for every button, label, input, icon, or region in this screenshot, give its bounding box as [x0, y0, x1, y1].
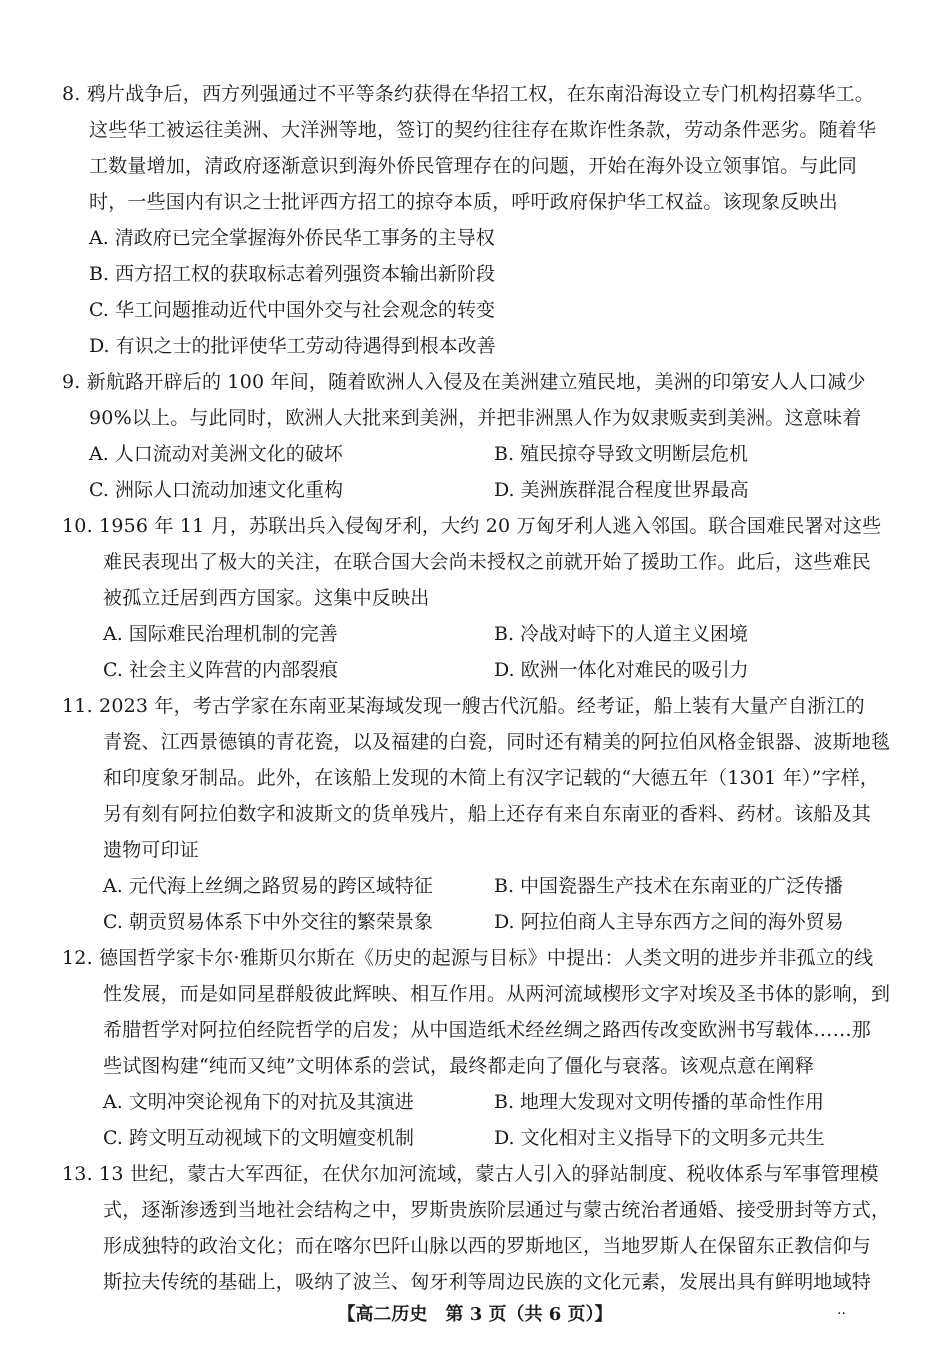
q9-line-1: 9. 新航路开辟后的 100 年间，随着欧洲人入侵及在美洲建立殖民地，美洲的印第安人人口减少 — [62, 371, 866, 393]
q9-line-2: 90%以上。与此同时，欧洲人大批来到美洲，并把非洲黑人作为奴隶贩卖到美洲。这意味着 — [89, 407, 862, 429]
q12-option-a: A. 文明冲突论视角下的对抗及其演进 — [103, 1091, 414, 1113]
q9-option-b: B. 殖民掠夺导致文明断层危机 — [494, 443, 749, 465]
q8-option-d: D. 有识之士的批评使华工劳动待遇得到根本改善 — [89, 335, 496, 357]
q13-line-1: 13. 13 世纪，蒙古大军西征，在伏尔加河流域，蒙古人引入的驿站制度、税收体系与军事管理模 — [62, 1163, 879, 1185]
q8-line-3: 工数量增加，清政府逐渐意识到海外侨民管理存在的问题，开始在海外设立领事馆。与此同 — [89, 155, 858, 177]
q9-option-c: C. 洲际人口流动加速文化重构 — [89, 479, 343, 501]
q11-line-2: 青瓷、江西景德镇的青花瓷，以及福建的白瓷，同时还有精美的阿拉伯风格金银器、波斯地毯 — [103, 731, 891, 753]
q10-line-2: 难民表现出了极大的关注，在联合国大会尚未授权之前就开始了援助工作。此后，这些难民 — [103, 551, 872, 573]
q8-option-c: C. 华工问题推动近代中国外交与社会观念的转变 — [89, 299, 495, 321]
q11-line-3: 和印度象牙制品。此外，在该船上发现的木简上有汉字记载的“大德五年（1301 年）”字样， — [103, 767, 880, 789]
q13-line-3: 形成独特的政治文化；而在喀尔巴阡山脉以西的罗斯地区，当地罗斯人在保留东正教信仰与 — [103, 1235, 872, 1257]
q9-option-a: A. 人口流动对美洲文化的破坏 — [89, 443, 343, 465]
q8-line-4: 时，一些国内有识之士批评西方招工的掠夺本质，呼吁政府保护华工权益。该现象反映出 — [89, 191, 838, 213]
q10-option-c: C. 社会主义阵营的内部裂痕 — [103, 659, 338, 681]
q8-option-a: A. 清政府已完全掌握海外侨民华工事务的主导权 — [89, 227, 495, 249]
q12-option-d: D. 文化相对主义指导下的文明多元共生 — [494, 1127, 825, 1149]
page-footer: 【高二历史 第 3 页（共 6 页）】 — [337, 1304, 613, 1325]
q11-option-b: B. 中国瓷器生产技术在东南亚的广泛传播 — [494, 875, 844, 897]
q13-line-2: 式，逐渐渗透到当地社会结构之中，罗斯贵族阶层通过与蒙古统治者通婚、接受册封等方式， — [103, 1199, 891, 1221]
q10-line-1: 10. 1956 年 11 月，苏联出兵入侵匈牙利，大约 20 万匈牙利人逃入邻国。联合国难民署对这些 — [62, 515, 882, 537]
q10-option-a: A. 国际难民治理机制的完善 — [103, 623, 338, 645]
q12-line-2: 性发展，而是如同星群般彼此辉映、相互作用。从两河流域楔形文字对埃及圣书体的影响，到 — [103, 983, 891, 1005]
q12-option-b: B. 地理大发现对文明传播的革命性作用 — [494, 1091, 825, 1113]
q11-option-c: C. 朝贡贸易体系下中外交往的繁荣景象 — [103, 911, 433, 933]
q12-line-1: 12. 德国哲学家卡尔·雅斯贝尔斯在《历史的起源与目标》中提出：人类文明的进步并非孤立的线 — [62, 947, 874, 969]
q8-line-1: 8. 鸦片战争后，西方列强通过不平等条约获得在华招工权，在东南沿海设立专门机构招募华工。 — [62, 83, 874, 105]
q12-option-c: C. 跨文明互动视域下的文明嬗变机制 — [103, 1127, 414, 1149]
q10-option-b: B. 冷战对峙下的人道主义困境 — [494, 623, 749, 645]
q8-line-2: 这些华工被运往美洲、大洋洲等地，签订的契约往往存在欺诈性条款，劳动条件恶劣。随着华 — [89, 119, 877, 141]
q12-line-3: 希腊哲学对阿拉伯经院哲学的启发；从中国造纸术经丝绸之路西传改变欧洲书写载体……那 — [103, 1019, 872, 1041]
q10-line-3: 被孤立迁居到西方国家。这集中反映出 — [103, 587, 430, 609]
q13-line-4: 斯拉夫传统的基础上，吸纳了波兰、匈牙利等周边民族的文化元素，发展出具有鲜明地域特 — [103, 1271, 872, 1293]
q11-line-4: 另有刻有阿拉伯数字和波斯文的货单残片，船上还存有来自东南亚的香料、药材。该船及其 — [103, 803, 872, 825]
corner-mark: .. — [837, 1302, 846, 1318]
q8-option-b: B. 西方招工权的获取标志着列强资本输出新阶段 — [89, 263, 496, 285]
q11-option-d: D. 阿拉伯商人主导东西方之间的海外贸易 — [494, 911, 844, 933]
q11-option-a: A. 元代海上丝绸之路贸易的跨区域特征 — [103, 875, 433, 897]
q10-option-d: D. 欧洲一体化对难民的吸引力 — [494, 659, 749, 681]
q12-line-4: 些试图构建“纯而又纯”文明体系的尝试，最终都走向了僵化与衰落。该观点意在阐释 — [103, 1055, 815, 1077]
q11-line-1: 11. 2023 年，考古学家在东南亚某海域发现一艘古代沉船。经考证，船上装有大量产自浙江的 — [62, 695, 865, 717]
q11-line-5: 遗物可印证 — [103, 839, 200, 861]
q9-option-d: D. 美洲族群混合程度世界最高 — [494, 479, 749, 501]
